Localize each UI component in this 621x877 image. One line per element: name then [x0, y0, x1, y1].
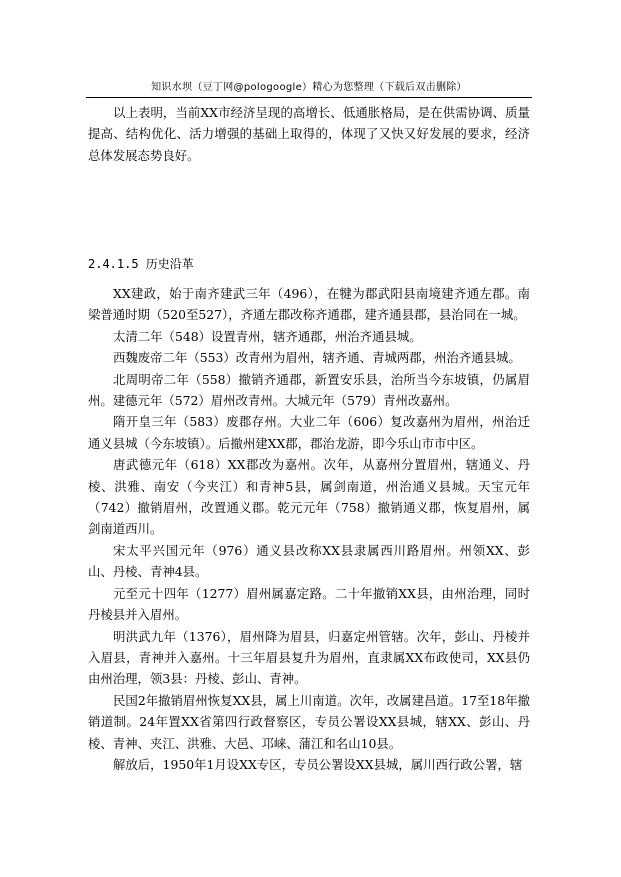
history-paragraph: 隋开皇三年（583）废郡存州。大业二年（606）复改嘉州为眉州，州治迁通义县城（今东坡镇）。后撤州建XX郡，郡治龙游，即今乐山市市中区。 — [88, 414, 530, 451]
header-divider — [86, 97, 532, 98]
history-paragraph: 明洪武九年（1376），眉州降为眉县，归嘉定州管辖。次年，彭山、丹棱并入眉县，青神并入嘉州。十三年眉县复升为眉州，直隶属XX布政使司，XX县仍由州治理，领3县：丹棱、彭山、青神。 — [88, 628, 530, 687]
intro-paragraph: 以上表明，当前XX市经济呈现的高增长、低通胀格局，是在供需协调、质量提高、结构优化、活力增强的基础上取得的，体现了又快又好发展的要求，经济总体发展态势良好。 — [88, 105, 530, 163]
history-paragraph: 宋太平兴国元年（976）通义县改称XX县隶属西川路眉州。州领XX、彭山、丹棱、青神4县。 — [88, 542, 530, 580]
history-paragraph: 解放后，1950年1月设XX专区，专员公署设XX县城，属川西行政公署，辖 — [113, 756, 523, 772]
history-section-body — [88, 283, 530, 775]
intro-section — [88, 102, 530, 166]
history-paragraph: 民国2年撤销眉州恢复XX县，属上川南道。次年，改属建昌道。17至18年撤销道制。24年置XX省第四行政督察区，专员公署设XX县城，辖XX、彭山、丹棱、青神、夹江、洪雅、大邑、邛崃、蒲江和名山10县。 — [88, 692, 530, 751]
history-paragraph: 西魏废帝二年（553）改青州为眉州，辖齐通、青城两郡，州治齐通县城。 — [113, 350, 521, 366]
history-paragraph: XX建政，始于南齐建武三年（496），在犍为郡武阳县南境建齐通左郡。南梁普通时期（520至527），齐通左郡改称齐通郡，建齐通县郡，县治同在一城。 — [88, 286, 530, 323]
history-paragraph: 北周明帝二年（558）撤销齐通郡，新置安乐县，治所当今东坡镇，仍属眉州。建德元年（572）眉州改青州。大城元年（579）青州改嘉州。 — [88, 371, 530, 409]
history-paragraph: 太清二年（548）设置青州，辖齐通郡，州治齐通县城。 — [113, 328, 422, 344]
history-paragraph: 元至元十四年（1277）眉州属嘉定路。二十年撤销XX县，由州治理，同时丹棱县并入眉州。 — [88, 585, 530, 623]
history-paragraph: 唐武德元年（618）XX郡改为嘉州。次年，从嘉州分置眉州，辖通义、丹棱、洪雅、南安（今夹江）和青神5县，属剑南道，州治通义县城。天宝元年（742）撤销眉州，改置通义郡。乾元元年（758）撤销通义郡，恢复眉州，属剑南道西川。 — [88, 457, 530, 537]
page-header-watermark: 知识水坝（豆丁网@pologoogle）精心为您整理（下载后双击删除） — [151, 82, 467, 93]
section-heading: 2.4.1.5 历史沿革 — [88, 257, 194, 271]
